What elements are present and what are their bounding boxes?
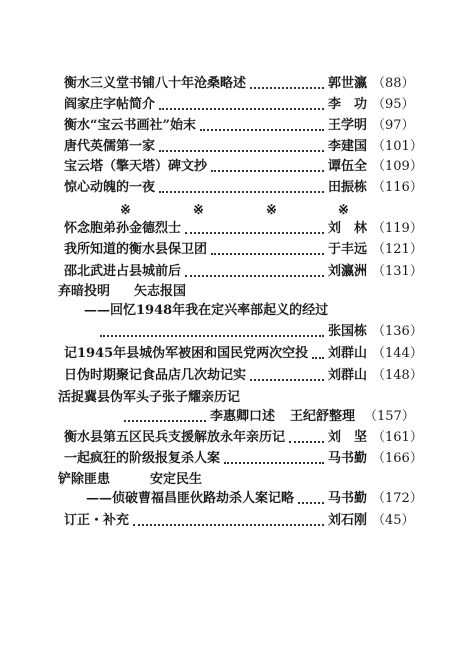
section-heading (0, 282, 450, 302)
leader-dots (133, 524, 324, 526)
toc-entry (0, 449, 450, 469)
entry-author: 马书勤 (328, 451, 368, 466)
leader-dots (200, 129, 324, 131)
toc-entry (0, 344, 450, 364)
entry-author: 郭世瀛 (328, 76, 368, 91)
entry-page-number: （45） (372, 513, 415, 528)
entry-author: 王纪舒整理 (290, 409, 356, 424)
divider-star: ※ (193, 203, 204, 218)
entry-author: 田振栋 (328, 180, 368, 195)
toc-entry (0, 95, 450, 115)
toc-entry (0, 489, 450, 509)
toc-entry (0, 407, 450, 427)
entry-title: 衡水县第五区民兵支援解放永年亲历记 (64, 430, 286, 445)
toc-entry (0, 74, 450, 94)
entry-page-number: （109） (372, 159, 423, 174)
entry-narrator: 李惠卿口述 (210, 409, 276, 424)
divider-star: ※ (266, 203, 277, 218)
section-divider (0, 201, 450, 221)
entry-title: 宝云塔（擎天塔）碑文抄 (64, 159, 208, 174)
divider-star: ※ (120, 203, 131, 218)
entry-title: 唐代英儒第一家 (64, 139, 156, 154)
leader-dots (185, 275, 324, 277)
section-heading-part: 安定民生 (150, 472, 203, 487)
entry-title: 惊心动魄的一夜 (64, 180, 156, 195)
entry-page-number: （119） (372, 221, 423, 236)
entry-title: ——侦破曹福昌匪伙路劫杀人案记略 (86, 491, 295, 506)
entry-author: 刘瀛洲 (328, 264, 368, 279)
entry-title: 怀念胞弟孙金德烈士 (64, 221, 182, 236)
entry-page-number: （131） (372, 264, 423, 279)
leader-dots (289, 441, 324, 443)
leader-dots (250, 87, 324, 89)
entry-title: 一起疯狂的阶级报复杀人案 (64, 451, 221, 466)
entry-page-number: （161） (372, 430, 423, 445)
leader-dots (159, 108, 324, 110)
entry-page-number: （121） (372, 242, 423, 257)
toc-entry (0, 137, 450, 157)
leader-dots (211, 253, 324, 255)
entry-author: 张国栋 (328, 324, 368, 339)
leader-dots (124, 420, 206, 422)
entry-title: 记1945年县城伪军被困和国民党两次空投 (64, 346, 309, 361)
leader-dots (100, 335, 324, 337)
toc-entry (0, 322, 450, 342)
entry-page-number: （88） (372, 76, 415, 91)
toc-entry (0, 366, 450, 386)
toc-entry (0, 240, 450, 260)
section-heading-part: 弃暗投明 (58, 284, 111, 299)
toc-entry (0, 262, 450, 282)
leader-dots (159, 150, 324, 152)
entry-page-number: （95） (372, 97, 415, 112)
entry-page-number: （172） (372, 491, 423, 506)
entry-author: 刘石刚 (328, 513, 368, 528)
entry-page-number: （136） (372, 324, 423, 339)
leader-dots (159, 191, 324, 193)
entry-page-number: （166） (372, 451, 423, 466)
toc-entry (0, 116, 450, 136)
toc-entry-title-line (0, 388, 450, 408)
entry-author: 于丰远 (328, 242, 368, 257)
toc-entry (0, 511, 450, 531)
entry-author: 刘 林 (328, 221, 368, 236)
toc-entry-title-line (0, 301, 450, 321)
entry-author: 刘群山 (328, 368, 368, 383)
entry-title: 邵北武进占县城前后 (64, 264, 182, 279)
leader-dots (224, 462, 324, 464)
entry-page-number: （97） (372, 118, 415, 133)
entry-title: 日伪时期聚记食品店几次劫记实 (64, 368, 247, 383)
entry-page-number: （144） (372, 346, 423, 361)
toc-entry (0, 219, 450, 239)
entry-author: 王学明 (328, 118, 368, 133)
section-heading (0, 470, 450, 490)
divider-star: ※ (338, 203, 349, 218)
entry-page-number: （157） (364, 409, 415, 424)
leader-dots (298, 502, 324, 504)
section-heading-part: 铲除匪患 (58, 472, 111, 487)
entry-title: 阎家庄字帖简介 (64, 97, 156, 112)
entry-title: 衡水“宝云书画社”始末 (64, 118, 196, 133)
entry-author: 谭伍全 (328, 159, 368, 174)
leader-dots (185, 232, 324, 234)
entry-author: 马书勤 (328, 491, 368, 506)
entry-page-number: （116） (372, 180, 423, 195)
entry-author: 刘群山 (328, 346, 368, 361)
entry-page-number: （101） (372, 139, 423, 154)
leader-dots (250, 379, 324, 381)
toc-entry (0, 157, 450, 177)
toc-entry (0, 428, 450, 448)
entry-author: 李建国 (328, 139, 368, 154)
entry-title: 订正・补充 (64, 513, 130, 528)
entry-title: 衡水三义堂书铺八十年沧桑略述 (64, 76, 247, 91)
entry-title: 我所知道的衡水县保卫团 (64, 242, 208, 257)
toc-entry (0, 178, 450, 198)
entry-title: 活捉冀县伪军头子张子耀亲历记 (58, 390, 241, 405)
leader-dots (312, 357, 324, 359)
section-heading-part: 矢志报国 (134, 284, 187, 299)
entry-title: ——回忆1948年我在定兴率部起义的经过 (84, 303, 329, 318)
entry-author: 李 功 (328, 97, 368, 112)
entry-page-number: （148） (372, 368, 423, 383)
entry-author: 刘 坚 (328, 430, 368, 445)
leader-dots (211, 170, 324, 172)
